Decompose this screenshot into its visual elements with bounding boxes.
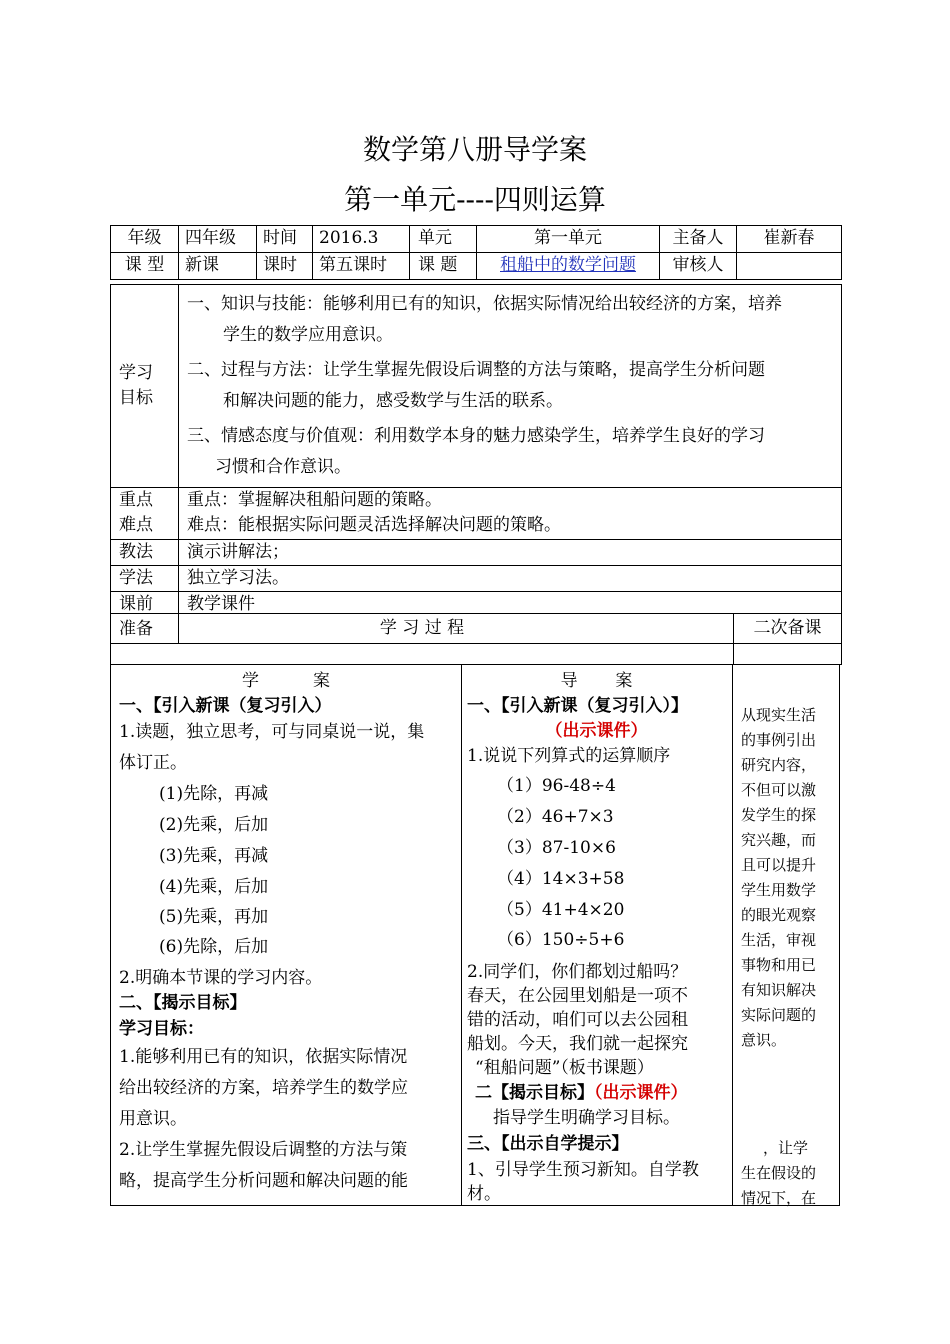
keypoints-label-2: 难点 bbox=[119, 515, 153, 535]
goal-1-line-1: 一、知识与技能：能够利用已有的知识，依据实际情况给出较经济的方案，培养 bbox=[187, 294, 782, 314]
study-plan-column bbox=[110, 664, 462, 1206]
note-line: 生在假设的 bbox=[741, 1164, 817, 1182]
study-goal-2-line-1: 2.让学生掌握先假设后调整的方法与策 bbox=[119, 1140, 408, 1160]
key-point: 重点：掌握解决租船问题的策略。 bbox=[187, 490, 442, 510]
note-line: 究兴趣，而 bbox=[741, 831, 817, 849]
expression-item: （5）41+4×20 bbox=[497, 900, 625, 920]
learning-method-label: 学法 bbox=[111, 566, 179, 592]
guide-section-3-line-2: 材。 bbox=[467, 1184, 501, 1204]
study-section-1-line-1: 1.读题，独立思考，可与同桌说一说，集 bbox=[119, 722, 425, 742]
keypoints-label-1: 重点 bbox=[119, 490, 153, 510]
lesson-info-table bbox=[110, 225, 842, 280]
difficult-point: 难点：能根据实际问题灵活选择解决问题的策略。 bbox=[187, 515, 561, 535]
document-subtitle: 第一单元----四则运算 bbox=[344, 183, 606, 216]
goals-label-1: 学习 bbox=[119, 363, 153, 383]
guide-paragraph-line-1: 2.同学们，你们都划过船吗？ bbox=[467, 962, 688, 982]
study-section-2-title: 二、【揭示目标】 bbox=[119, 993, 247, 1013]
guide-plan-header: 导 案 bbox=[560, 671, 633, 691]
note-line: 情况下，在 bbox=[741, 1189, 817, 1207]
note-line: 且可以提升 bbox=[741, 856, 817, 874]
answer-item: (4)先乘，后加 bbox=[159, 877, 269, 897]
goal-3-line-2: 习惯和合作意识。 bbox=[215, 457, 351, 477]
teaching-method-label: 教法 bbox=[111, 540, 179, 566]
note-line: 事物和用已 bbox=[741, 956, 817, 974]
goal-3-line-1: 三、情感态度与价值观：利用数学本身的魅力感染学生，培养学生良好的学习 bbox=[187, 426, 765, 446]
second-prep-column bbox=[733, 664, 840, 1206]
learning-goals bbox=[179, 285, 842, 488]
answer-item: (1)先除，再减 bbox=[159, 784, 269, 804]
expression-item: （4）14×3+58 bbox=[497, 869, 625, 889]
unit-value: 第一单元 bbox=[477, 226, 660, 253]
guide-section-3-line-1: 1、引导学生预习新知。自学教 bbox=[467, 1160, 699, 1180]
goal-1-line-2: 学生的数学应用意识。 bbox=[223, 325, 393, 345]
study-section-2-subtitle: 学习目标： bbox=[119, 1019, 204, 1039]
lesson-detail-table bbox=[110, 284, 842, 644]
study-goal-1-line-2: 给出较经济的方案，培养学生的数学应 bbox=[119, 1078, 408, 1098]
process-header bbox=[110, 613, 842, 665]
note-line: 学生用数学 bbox=[741, 881, 817, 899]
time-label: 时间 bbox=[257, 226, 313, 253]
reviewer-value bbox=[737, 253, 842, 280]
topic-label: 课 题 bbox=[410, 253, 477, 280]
expression-item: （1）96-48÷4 bbox=[497, 776, 616, 796]
preparation-label-1: 课前 bbox=[119, 594, 153, 614]
goal-2-line-2: 和解决问题的能力，感受数学与生活的联系。 bbox=[223, 391, 563, 411]
note-line: 不但可以激 bbox=[741, 781, 817, 799]
time-value: 2016.3 bbox=[313, 226, 410, 253]
answer-item: (3)先乘，再减 bbox=[159, 846, 269, 866]
learning-method-value: 独立学习法。 bbox=[179, 566, 842, 592]
goals-label-2: 目标 bbox=[119, 388, 153, 408]
note-line: 有知识解决 bbox=[741, 981, 817, 999]
study-section-1-line-3: 2.明确本节课的学习内容。 bbox=[119, 968, 323, 988]
goal-2-line-1: 二、过程与方法：让学生掌握先假设后调整的方法与策略，提高学生分析问题 bbox=[187, 360, 765, 380]
preparation-value: 教学课件 bbox=[179, 592, 842, 644]
guide-paragraph-line-4: 船划。今天，我们就一起探究 bbox=[467, 1034, 688, 1054]
study-plan-header: 学 案 bbox=[241, 671, 331, 691]
guide-paragraph-line-5: “租船问题”（板书课题） bbox=[475, 1058, 654, 1078]
guide-section-3-title: 三、【出示自学提示】 bbox=[467, 1134, 629, 1154]
guide-section-2-title: 二【揭示目标】 bbox=[475, 1083, 594, 1103]
expression-item: （6）150÷5+6 bbox=[497, 930, 625, 950]
teaching-method-value: 演示讲解法； bbox=[179, 540, 842, 566]
answer-item: (2)先乘，后加 bbox=[159, 815, 269, 835]
process-body bbox=[110, 664, 840, 1206]
answer-item: (5)先乘，再加 bbox=[159, 907, 269, 927]
note-line: 意识。 bbox=[741, 1031, 787, 1049]
guide-section-1-show: （出示课件） bbox=[545, 721, 648, 741]
document-title: 数学第八册导学案 bbox=[362, 133, 587, 166]
guide-paragraph-line-3: 错的活动，咱们可以去公园租 bbox=[467, 1010, 688, 1030]
guide-section-1-line-1: 1.说说下列算式的运算顺序 bbox=[467, 746, 671, 766]
study-goal-1-line-3: 用意识。 bbox=[119, 1109, 187, 1129]
guide-section-1-title: 一、【引入新课（复习引入）】 bbox=[467, 696, 688, 716]
guide-section-2-line-1: 指导学生明确学习目标。 bbox=[493, 1108, 680, 1128]
study-section-1-title: 一、【引入新课（复习引入） bbox=[119, 696, 332, 716]
study-section-1-line-2: 体订正。 bbox=[119, 753, 187, 773]
answer-item: (6)先除，后加 bbox=[159, 937, 269, 957]
period-value: 第五课时 bbox=[313, 253, 410, 280]
preparation-label-2: 准备 bbox=[119, 619, 153, 639]
grade-label: 年级 bbox=[111, 226, 179, 253]
guide-paragraph-line-2: 春天，在公园里划船是一项不 bbox=[467, 986, 688, 1006]
reviewer-label: 审核人 bbox=[660, 253, 737, 280]
note-line: 生活，审视 bbox=[741, 931, 817, 949]
note-line: 从现实生活 bbox=[741, 706, 817, 724]
note-line: 的眼光观察 bbox=[741, 906, 817, 924]
guide-section-2-show: （出示课件） bbox=[594, 1083, 688, 1103]
study-goal-1-line-1: 1.能够利用已有的知识，依据实际情况 bbox=[119, 1047, 408, 1067]
unit-label: 单元 bbox=[410, 226, 477, 253]
guide-plan-column bbox=[461, 664, 733, 1206]
grade-value: 四年级 bbox=[179, 226, 257, 253]
study-goal-2-line-2: 略，提高学生分析问题和解决问题的能 bbox=[119, 1171, 408, 1191]
type-label: 课 型 bbox=[111, 253, 179, 280]
preparer-value: 崔新春 bbox=[737, 226, 842, 253]
type-value: 新课 bbox=[179, 253, 257, 280]
note-line: 发学生的探 bbox=[741, 806, 817, 824]
note-line: 实际问题的 bbox=[741, 1006, 817, 1024]
note-line: 研究内容， bbox=[741, 756, 817, 774]
expression-item: （2）46+7×3 bbox=[497, 807, 614, 827]
process-label: 学 习 过 程 bbox=[111, 614, 734, 665]
expression-item: （3）87-10×6 bbox=[497, 838, 616, 858]
table-bottom-border bbox=[110, 1205, 840, 1206]
period-label: 课时 bbox=[257, 253, 313, 280]
second-prep-label: 二次备课 bbox=[734, 614, 842, 665]
note-line: ，让学 bbox=[763, 1139, 809, 1157]
preparer-label: 主备人 bbox=[660, 226, 737, 253]
topic-link[interactable]: 租船中的数学问题 bbox=[500, 255, 636, 275]
note-line: 的事例引出 bbox=[741, 731, 817, 749]
